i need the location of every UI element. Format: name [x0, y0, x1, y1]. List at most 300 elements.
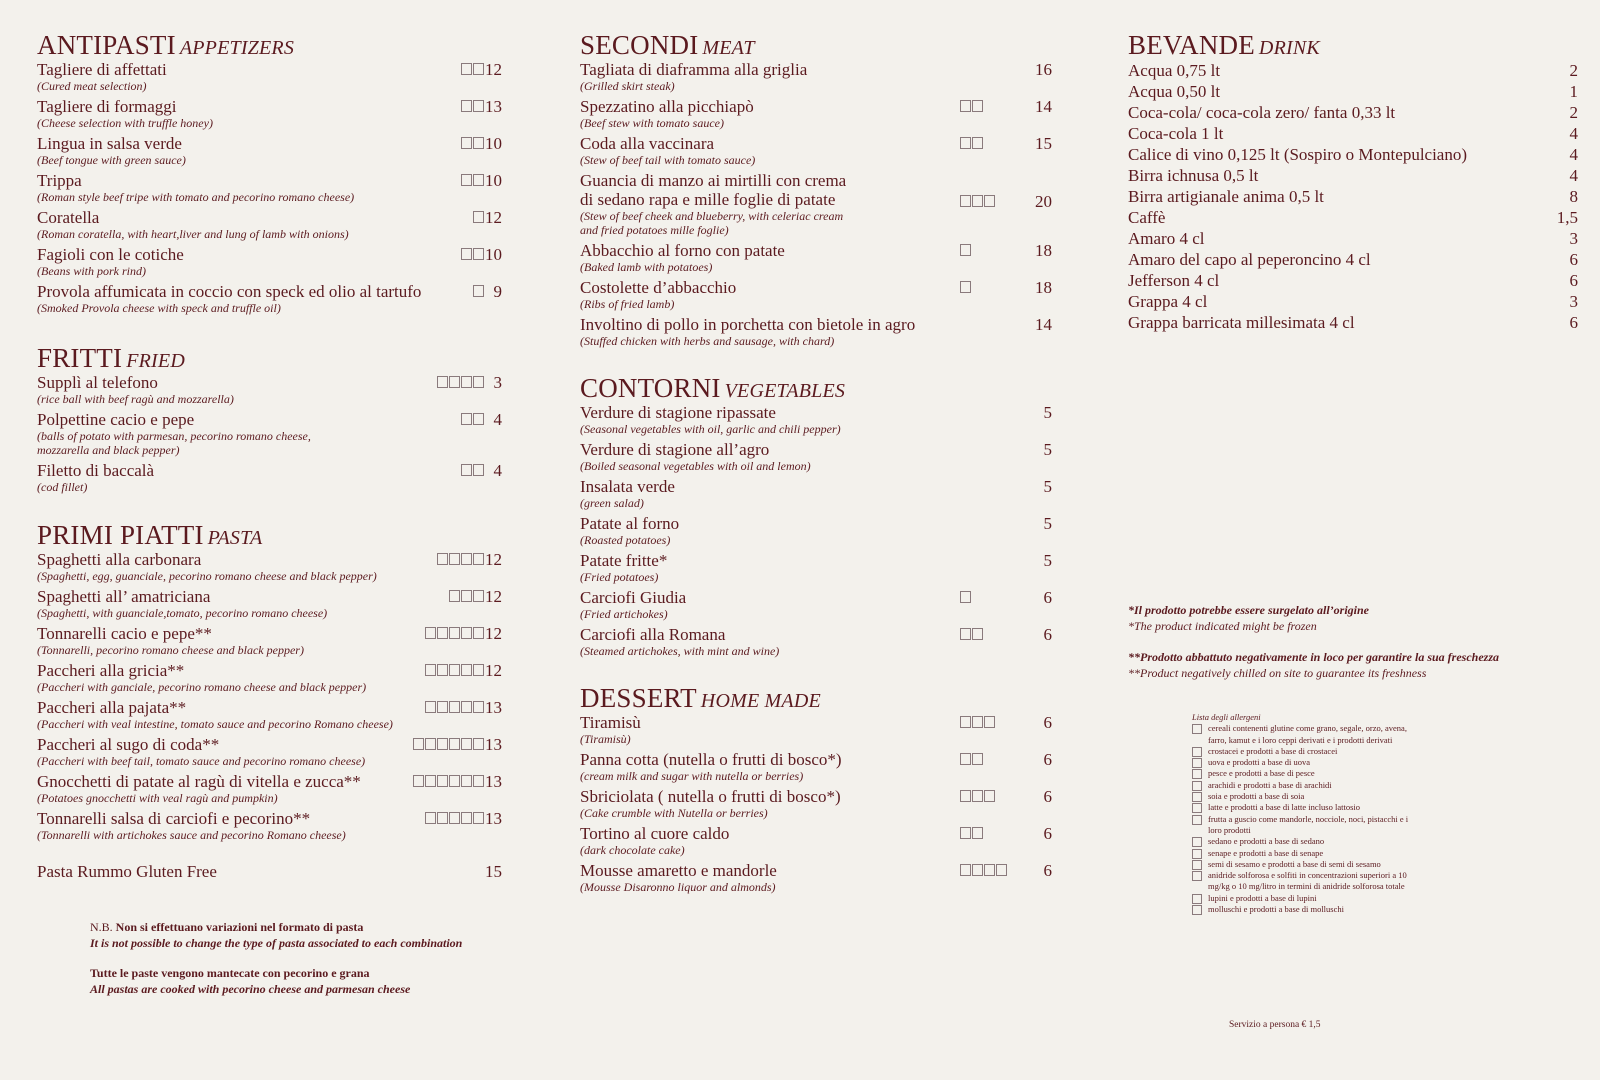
item-name: Tortino al cuore caldo: [580, 824, 730, 843]
section-title-en: VEGETABLES: [724, 380, 846, 402]
nb-text: Non si effettuano variazioni nel formato di pasta: [115, 920, 364, 934]
allergen-badge-icon: [461, 464, 472, 476]
allergen-badge-icon: [437, 775, 448, 787]
menu-item: [580, 861, 1052, 894]
allergen-badge-icon: [449, 812, 460, 824]
allergen-badge-icon: [473, 174, 484, 186]
drink-item: [1128, 228, 1578, 249]
allergen-codes: [960, 137, 984, 149]
nb-prefix: N.B.: [90, 920, 113, 934]
allergen-badge-icon: [473, 775, 484, 787]
item-name: Involtino di pollo in porchetta con bietole in agro: [580, 315, 916, 334]
allergen-text: anidride solforosa e solfiti in concentrazioni superiori a 10: [1208, 870, 1407, 881]
menu-list: [37, 373, 502, 494]
allergen-codes: [425, 812, 485, 824]
item-translation: (Fried potatoes): [580, 570, 659, 584]
drink-price: 8: [1569, 187, 1578, 206]
item-name: Costolette d’abbacchio: [580, 278, 737, 297]
item-translation: (Spaghetti, with guanciale,tomato, pecorino romano cheese): [37, 606, 328, 620]
allergen-icon: [1192, 849, 1202, 859]
section-primi: [37, 520, 502, 881]
allergen-codes: [960, 100, 984, 112]
allergen-codes: [960, 628, 984, 640]
allergen-row: [1192, 825, 1442, 836]
column-left: [37, 30, 502, 997]
allergen-codes: [425, 627, 485, 639]
allergen-row: [1192, 870, 1442, 881]
allergen-icon: [1192, 871, 1202, 881]
allergen-badge-icon: [461, 738, 472, 750]
allergen-badge-icon: [461, 701, 472, 713]
drink-name: Birra artigianale anima 0,5 lt: [1128, 187, 1324, 206]
item-name: Mousse amaretto e mandorle: [580, 861, 777, 880]
menu-item: [580, 134, 1052, 167]
allergen-badge-icon: [437, 664, 448, 676]
allergen-text: cereali contenenti glutine come grano, segale, orzo, avena,: [1208, 723, 1407, 734]
drink-name: Coca-cola 1 lt: [1128, 124, 1224, 143]
allergen-badge-icon: [960, 753, 971, 765]
drink-price: 4: [1569, 166, 1578, 185]
section-title-it: BEVANDE: [1128, 30, 1255, 60]
allergen-codes: [461, 413, 485, 425]
column-middle: [580, 30, 1052, 898]
drink-name: Coca-cola/ coca-cola zero/ fanta 0,33 lt: [1128, 103, 1396, 122]
allergen-badge-icon: [960, 137, 971, 149]
item-name: Tonnarelli cacio e pepe**: [37, 624, 212, 643]
item-price: 14: [1035, 315, 1052, 334]
allergen-codes: [960, 281, 972, 293]
drink-price: 2: [1569, 103, 1578, 122]
allergen-codes: [960, 244, 972, 256]
item-name: Coda alla vaccinara: [580, 134, 715, 153]
item-price: 14: [1035, 97, 1052, 116]
item-price: 13: [485, 735, 502, 754]
drink-item: [1128, 102, 1578, 123]
drink-price: 1,5: [1556, 208, 1578, 227]
section-title-it: CONTORNI: [580, 373, 721, 403]
menu-item: [37, 282, 502, 315]
allergen-badge-icon: [473, 701, 484, 713]
item-price: 12: [485, 208, 502, 227]
item-name: Lingua in salsa verde: [37, 134, 182, 153]
allergen-badge-icon: [425, 664, 436, 676]
menu-list: [37, 60, 502, 315]
item-translation: (Tonnarelli, pecorino romano cheese and black pepper): [37, 643, 304, 657]
section-title-en: APPETIZERS: [179, 37, 295, 59]
menu-item: [37, 550, 502, 583]
menu-item: [37, 171, 502, 204]
allergen-codes: [425, 664, 485, 676]
item-name: Tagliere di affettati: [37, 60, 167, 79]
item-price: 5: [1043, 477, 1052, 496]
allergen-row: [1192, 814, 1442, 825]
allergen-text: sedano e prodotti a base di sedano: [1208, 836, 1325, 847]
allergen-text: uova e prodotti a base di uova: [1208, 757, 1310, 768]
section-title-it: FRITTI: [37, 343, 123, 373]
item-translation: (Tonnarelli with artichokes sauce and pecorino Romano cheese): [37, 828, 346, 842]
item-price: 12: [485, 550, 502, 569]
allergen-codes: [461, 174, 485, 186]
item-price: 5: [1043, 403, 1052, 422]
item-name: Guancia di manzo ai mirtilli con crema: [580, 171, 847, 190]
drink-item: [1128, 291, 1578, 312]
menu-item: [37, 461, 502, 494]
item-price: 20: [1035, 192, 1052, 211]
allergen-badge-icon: [449, 775, 460, 787]
allergen-badge-icon: [960, 100, 971, 112]
allergen-text: farro, kamut e i loro ceppi derivati e i prodotti derivati: [1208, 734, 1393, 745]
allergen-badge-icon: [461, 376, 472, 388]
allergen-icon: [1192, 894, 1202, 904]
allergen-badge-icon: [461, 553, 472, 565]
allergen-row: [1192, 836, 1442, 847]
menu-item: [580, 713, 1052, 746]
allergen-badge-icon: [461, 248, 472, 260]
menu-item: [580, 588, 1052, 621]
menu-item: [37, 587, 502, 620]
allergen-badge-icon: [960, 827, 971, 839]
item-price: 12: [485, 587, 502, 606]
allergen-badge-icon: [984, 864, 995, 876]
allergen-row: [1192, 859, 1442, 870]
section-title: [37, 343, 502, 373]
menu-list: [580, 403, 1052, 658]
section-bevande: [1128, 30, 1578, 333]
section-title: [37, 30, 502, 60]
item-name: Polpettine cacio e pepe: [37, 410, 195, 429]
item-price: 5: [1043, 440, 1052, 459]
item-translation: (Beans with pork rind): [37, 264, 146, 278]
menu-item: [580, 403, 1052, 436]
allergen-badge-icon: [996, 864, 1007, 876]
allergen-badge-icon: [437, 812, 448, 824]
item-price: 4: [493, 410, 502, 429]
allergen-icon: [1192, 758, 1202, 768]
drink-price: 1: [1569, 82, 1578, 101]
item-translation: (Ribs of fried lamb): [580, 297, 675, 311]
allergen-badge-icon: [437, 627, 448, 639]
mantecatura-english: All pastas are cooked with pecorino cheese and parmesan cheese: [90, 982, 411, 996]
section-title-it: DESSERT: [580, 683, 697, 713]
allergen-icon: [1192, 769, 1202, 779]
allergen-icon: [1192, 803, 1202, 813]
menu-item: [37, 735, 502, 768]
allergen-codes: [413, 738, 485, 750]
allergen-codes: [960, 753, 984, 765]
allergen-badge-icon: [473, 63, 484, 75]
drink-item: [1128, 165, 1578, 186]
allergen-text: crostacei e prodotti a base di crostacei: [1208, 745, 1338, 756]
allergen-codes: [425, 701, 485, 713]
item-translation: (Fried artichokes): [580, 607, 668, 621]
allergen-badge-icon: [473, 553, 484, 565]
allergen-icon: [1192, 747, 1202, 757]
item-price: 10: [485, 171, 502, 190]
item-price: 10: [485, 134, 502, 153]
menu-list: [37, 550, 502, 842]
allergen-badge-icon: [473, 137, 484, 149]
drink-name: Acqua 0,75 lt: [1128, 61, 1221, 80]
allergen-badge-icon: [461, 100, 472, 112]
item-name: Provola affumicata in coccio con speck ed olio al tartufo: [37, 282, 422, 301]
section-title-en: MEAT: [702, 37, 755, 59]
item-translation: (cod fillet): [37, 480, 88, 494]
item-translation: (Cheese selection with truffle honey): [37, 116, 213, 130]
drink-price: 4: [1569, 124, 1578, 143]
allergen-row: [1192, 802, 1442, 813]
item-name: Paccheri alla gricia**: [37, 661, 185, 680]
item-price: 4: [493, 461, 502, 480]
menu-item: [580, 171, 1052, 237]
allergen-row: [1192, 735, 1442, 746]
section-dessert: [580, 683, 1052, 894]
allergen-badge-icon: [425, 738, 436, 750]
allergen-badge-icon: [972, 864, 983, 876]
section-title: [580, 373, 1052, 403]
allergen-legend: [1192, 712, 1442, 915]
drink-name: Amaro 4 cl: [1128, 229, 1205, 248]
allergen-icon: [1192, 837, 1202, 847]
allergen-row: [1192, 757, 1442, 768]
item-translation: (Tiramisù): [580, 732, 631, 746]
allergen-badge-icon: [449, 701, 460, 713]
item-price: 6: [1043, 824, 1052, 843]
item-price: 13: [485, 809, 502, 828]
allergen-codes: [449, 590, 485, 602]
allergen-badge-icon: [449, 627, 460, 639]
section-antipasti: [37, 30, 502, 315]
allergen-badge-icon: [960, 790, 971, 802]
menu-item: [580, 551, 1052, 584]
allergen-codes: [437, 553, 485, 565]
allergen-badge-icon: [473, 738, 484, 750]
allergen-badge-icon: [972, 195, 983, 207]
section-title-en: FRIED: [126, 350, 185, 372]
allergen-text: lupini e prodotti a base di lupini: [1208, 892, 1317, 903]
allergen-badge-icon: [437, 376, 448, 388]
allergen-text: semi di sesamo e prodotti a base di semi di sesamo: [1208, 858, 1381, 869]
item-name: Patate fritte*: [580, 551, 668, 570]
allergen-text: soia e prodotti a base di soia: [1208, 791, 1305, 802]
item-price: 18: [1035, 278, 1052, 297]
allergen-badge-icon: [437, 738, 448, 750]
item-name: Abbacchio al forno con patate: [580, 241, 785, 260]
item-translation: (Roasted potatoes): [580, 533, 671, 547]
item-name: Carciofi alla Romana: [580, 625, 726, 644]
allergen-badge-icon: [960, 716, 971, 728]
item-translation: (Cake crumble with Nutella or berries): [580, 806, 768, 820]
service-charge: Servizio a persona € 1,5: [1229, 1020, 1321, 1030]
nb-english: It is not possible to change the type of pasta associated to each combination: [90, 936, 463, 950]
item-translation: (rice ball with beef ragù and mozzarella): [37, 392, 234, 406]
drink-item: [1128, 186, 1578, 207]
allergen-text: arachidi e prodotti a base di arachidi: [1208, 779, 1332, 790]
allergen-codes: [413, 775, 485, 787]
allergen-row: [1192, 791, 1442, 802]
menu-item: [580, 97, 1052, 130]
item-translation: (Potatoes gnocchetti with veal ragù and pumpkin): [37, 791, 278, 805]
allergen-badge-icon: [972, 716, 983, 728]
menu-item: [37, 624, 502, 657]
menu-item: [37, 410, 502, 457]
drink-price: 6: [1569, 250, 1578, 269]
item-name: Spaghetti all’ amatriciana: [37, 587, 211, 606]
allergen-row: [1192, 746, 1442, 757]
allergen-row: [1192, 848, 1442, 859]
item-name: Carciofi Giudia: [580, 588, 687, 607]
frozen-note-it: *Il prodotto potrebbe essere surgelato all’origine: [1128, 603, 1369, 617]
allergen-badge-icon: [461, 627, 472, 639]
item-name: Insalata verde: [580, 477, 675, 496]
menu-item: [37, 60, 502, 93]
section-title-it: ANTIPASTI: [37, 30, 176, 60]
allergen-codes: [461, 248, 485, 260]
allergen-badge-icon: [960, 281, 971, 293]
allergen-badge-icon: [461, 812, 472, 824]
item-translation-line2: and fried potatoes mille foglie): [580, 223, 729, 237]
section-secondi: [580, 30, 1052, 348]
mantecatura-italian: Tutte le paste vengono mantecate con pecorino e grana: [90, 966, 370, 980]
allergen-badge-icon: [473, 812, 484, 824]
item-price: 10: [485, 245, 502, 264]
allergen-row: [1192, 881, 1442, 892]
allergen-badge-icon: [425, 627, 436, 639]
allergen-badge-icon: [473, 627, 484, 639]
item-name: Supplì al telefono: [37, 373, 158, 392]
pasta-notes: [90, 919, 502, 997]
menu-item: [37, 661, 502, 694]
menu-item: [37, 134, 502, 167]
item-price: 16: [1035, 60, 1052, 79]
item-name: Gnocchetti di patate al ragù di vitella e zucca**: [37, 772, 361, 791]
item-name: Coratella: [37, 208, 100, 227]
item-translation: (Spaghetti, egg, guanciale, pecorino romano cheese and black pepper): [37, 569, 377, 583]
menu-item: [580, 477, 1052, 510]
menu-list: [580, 713, 1052, 894]
allergen-badge-icon: [972, 790, 983, 802]
allergen-icon: [1192, 724, 1202, 734]
menu-item: [580, 625, 1052, 658]
allergen-badge-icon: [449, 376, 460, 388]
allergen-badge-icon: [449, 553, 460, 565]
allergen-badge-icon: [413, 738, 424, 750]
menu-item: [580, 315, 1052, 348]
drink-name: Birra ichnusa 0,5 lt: [1128, 166, 1259, 185]
allergen-icon: [1192, 815, 1202, 825]
section-fritti: [37, 343, 502, 494]
item-translation: (Smoked Provola cheese with speck and truffle oil): [37, 301, 281, 315]
item-translation: (Cured meat selection): [37, 79, 147, 93]
section-title: [1128, 30, 1578, 60]
drink-name: Grappa 4 cl: [1128, 292, 1208, 311]
item-translation: (Baked lamb with potatoes): [580, 260, 713, 274]
allergen-text: senape e prodotti a base di senape: [1208, 847, 1324, 858]
item-translation: (Stew of beef tail with tomato sauce): [580, 153, 756, 167]
item-name: Pasta Rummo Gluten Free: [37, 862, 217, 881]
menu-item: [580, 787, 1052, 820]
drink-item: [1128, 123, 1578, 144]
menu-item: [37, 772, 502, 805]
section-title-en: DRINK: [1258, 37, 1320, 59]
allergen-codes: [960, 716, 996, 728]
allergen-list: [1192, 723, 1442, 915]
item-price: 12: [485, 60, 502, 79]
allergen-codes: [473, 285, 485, 297]
allergen-badge-icon: [437, 553, 448, 565]
item-name: Tagliere di formaggi: [37, 97, 177, 116]
allergen-badge-icon: [449, 664, 460, 676]
item-translation: (Stew of beef cheek and blueberry, with celeriac cream: [580, 209, 844, 223]
allergen-badge-icon: [425, 812, 436, 824]
allergen-icon: [1192, 905, 1202, 915]
item-name: Sbriciolata ( nutella o frutti di bosco*): [580, 787, 841, 806]
item-price: 13: [485, 97, 502, 116]
item-translation: (Mousse Disaronno liquor and almonds): [580, 880, 776, 894]
allergen-badge-icon: [960, 244, 971, 256]
drink-price: 4: [1569, 145, 1578, 164]
item-price: 9: [493, 282, 502, 301]
allergen-badge-icon: [984, 790, 995, 802]
allergen-row: [1192, 780, 1442, 791]
allergen-badge-icon: [425, 775, 436, 787]
item-translation: (Roman coratella, with heart,liver and lung of lamb with onions): [37, 227, 349, 241]
drink-item: [1128, 144, 1578, 165]
drink-price: 2: [1569, 61, 1578, 80]
item-price: 6: [1043, 625, 1052, 644]
chilled-note-it: **Prodotto abbattuto negativamente in loco per garantire la sua freschezza: [1128, 650, 1500, 664]
drink-name: Jefferson 4 cl: [1128, 271, 1220, 290]
allergen-badge-icon: [413, 775, 424, 787]
allergen-row: [1192, 723, 1442, 734]
allergen-badge-icon: [473, 413, 484, 425]
item-translation: (Grilled skirt steak): [580, 79, 675, 93]
allergen-icon: [1192, 860, 1202, 870]
item-name: Spezzatino alla picchiapò: [580, 97, 754, 116]
drink-item: [1128, 60, 1578, 81]
section-title-it: SECONDI: [580, 30, 699, 60]
item-translation: (Roman style beef tripe with tomato and pecorino romano cheese): [37, 190, 355, 204]
allergen-badge-icon: [461, 137, 472, 149]
item-translation: (green salad): [580, 496, 644, 510]
allergen-text: loro prodotti: [1208, 824, 1251, 835]
drink-item: [1128, 207, 1578, 228]
drink-name: Amaro del capo al peperoncino 4 cl: [1128, 250, 1371, 269]
item-name: Paccheri al sugo di coda**: [37, 735, 220, 754]
allergen-badge-icon: [473, 376, 484, 388]
section-title-en: HOME MADE: [700, 690, 821, 712]
allergen-badge-icon: [984, 716, 995, 728]
allergen-codes: [960, 790, 996, 802]
item-translation: (Boiled seasonal vegetables with oil and lemon): [580, 459, 811, 473]
section-contorni: [580, 373, 1052, 658]
item-translation: (Paccheri with beef tail, tomato sauce and pecorino romano cheese): [37, 754, 366, 768]
item-name: Tagliata di diaframma alla griglia: [580, 60, 808, 79]
item-name: Spaghetti alla carbonara: [37, 550, 202, 569]
allergen-codes: [461, 464, 485, 476]
item-name: Filetto di baccalà: [37, 461, 155, 480]
allergen-badge-icon: [960, 195, 971, 207]
section-title-it: PRIMI PIATTI: [37, 520, 204, 550]
drink-name: Calice di vino 0,125 lt (Sospiro o Montepulciano): [1128, 145, 1468, 164]
item-translation: (Paccheri with veal intestine, tomato sauce and pecorino Romano cheese): [37, 717, 393, 731]
item-translation: (Beef tongue with green sauce): [37, 153, 186, 167]
menu-item: [37, 809, 502, 842]
allergen-codes: [960, 195, 996, 207]
allergen-codes: [437, 376, 485, 388]
item-translation: (Beef stew with tomato sauce): [580, 116, 724, 130]
item-name-line2: di sedano rapa e mille foglie di patate: [580, 190, 836, 209]
menu-item: [580, 824, 1052, 857]
